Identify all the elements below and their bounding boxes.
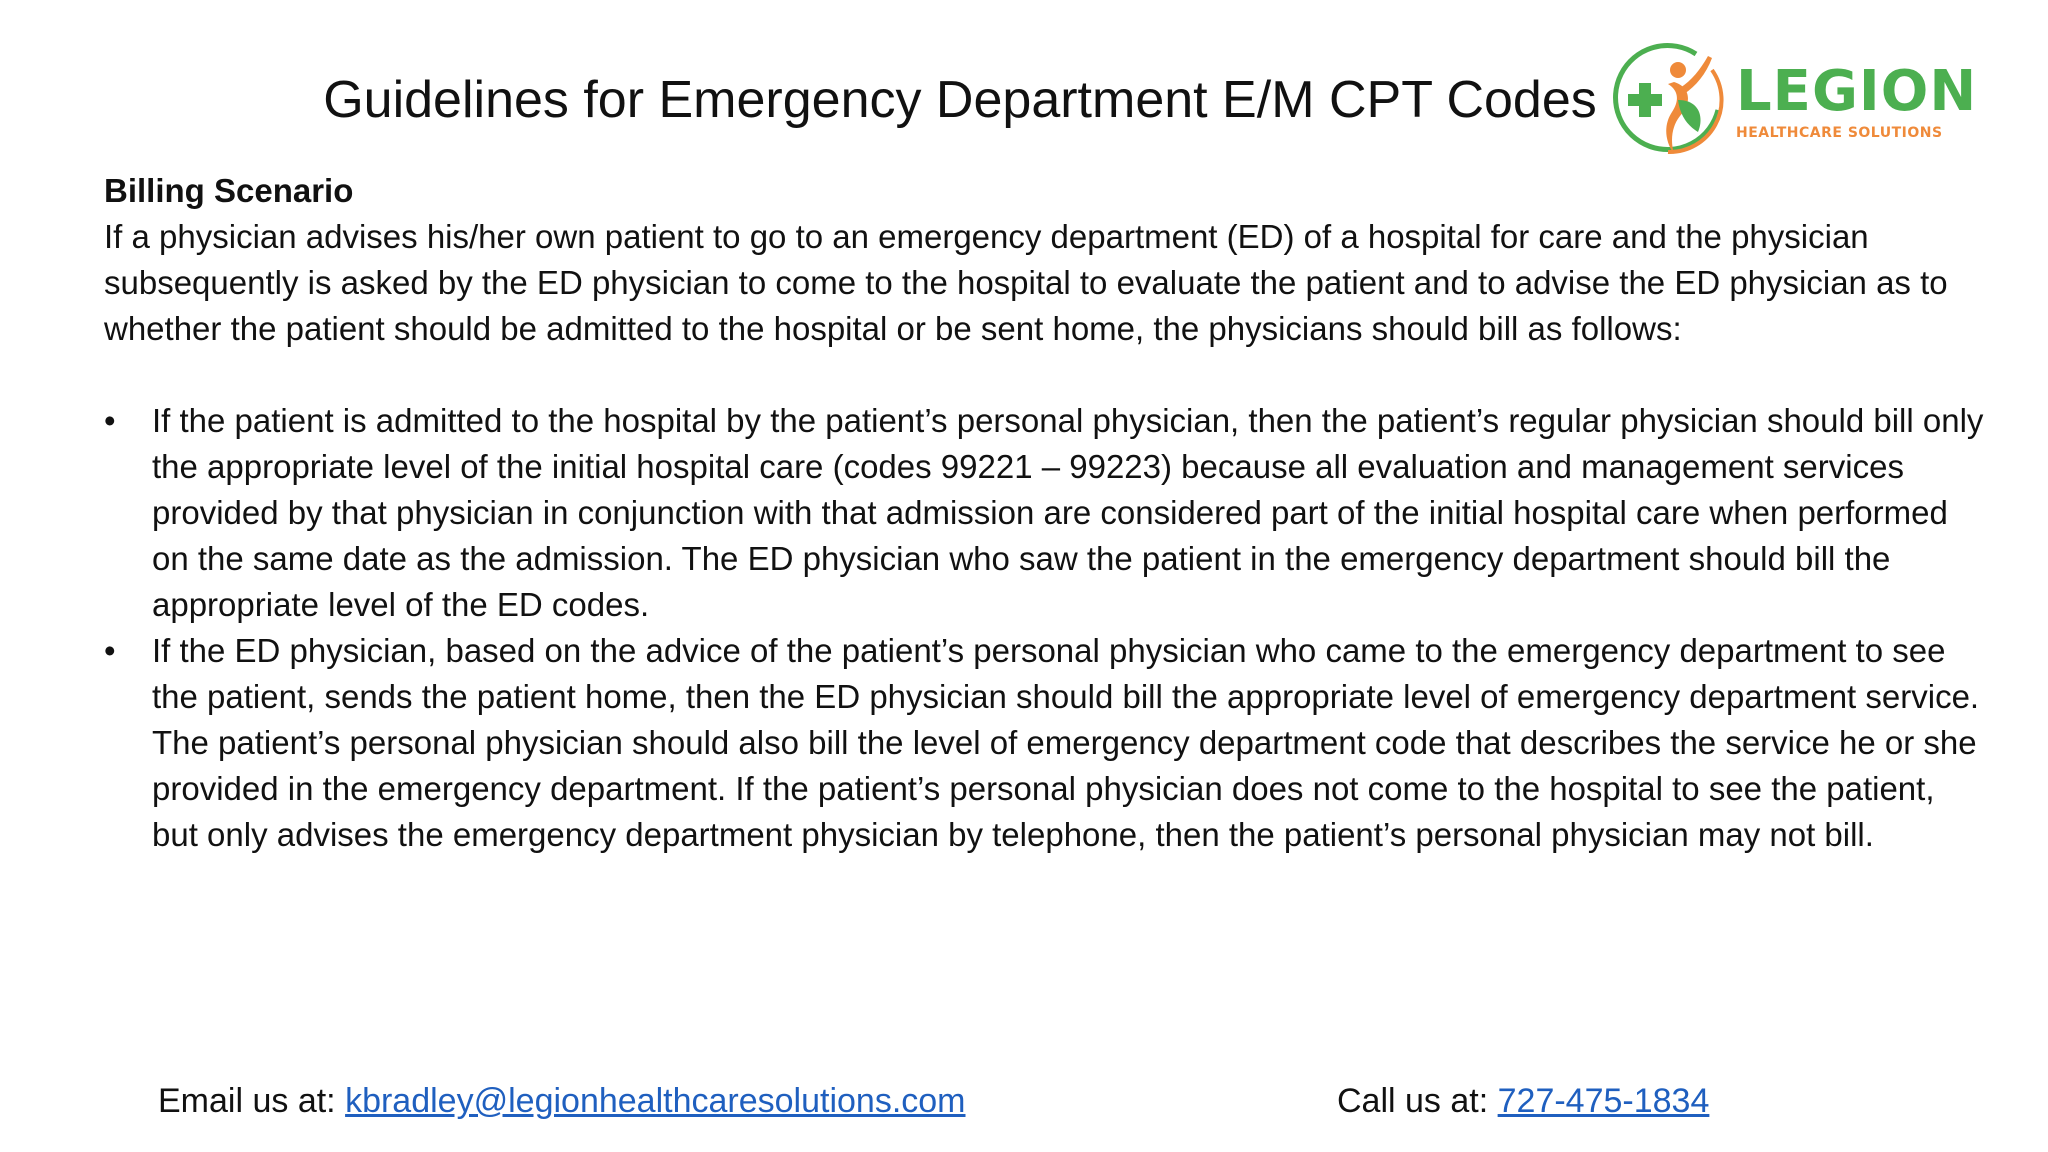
email-label: Email us at: bbox=[158, 1082, 346, 1120]
legion-logo bbox=[1608, 40, 1988, 170]
phone-label: Call us at: bbox=[1337, 1082, 1498, 1120]
bullet-item-admitted bbox=[104, 398, 1984, 628]
intro-paragraph: If a physician advises his/her own patient to go to an emergency department (ED) of a hospital for care and the physician subsequently is asked by the ED physician to come to the hospital to evaluate the patient and to advise the ED physician as to whether the patient should be admitted to the hospital or be sent home, the physicians should bill as follows: bbox=[104, 218, 1948, 347]
footer-phone bbox=[1337, 1078, 1709, 1124]
logo-wordmark: LEGION bbox=[1736, 59, 1978, 124]
email-link[interactable]: kbradley@legionhealthcaresolutions.com bbox=[345, 1082, 966, 1120]
footer-email bbox=[158, 1078, 966, 1124]
logo-tagline: HEALTHCARE SOLUTIONS bbox=[1736, 125, 1943, 141]
section-heading: Billing Scenario bbox=[104, 172, 354, 209]
phone-link[interactable]: 727-475-1834 bbox=[1497, 1082, 1710, 1120]
bullet-marker: • bbox=[104, 402, 116, 439]
bullet-list bbox=[104, 398, 1984, 858]
slide-title: Guidelines for Emergency Department E/M CPT Codes bbox=[323, 71, 1597, 129]
slide-body bbox=[104, 168, 1984, 858]
bullet-text: If the patient is admitted to the hospital by the patient’s personal physician, then the patient’s regular physician should bill only the appropriate level of the initial hospital care (codes 99221 – 99223) because all evaluation and management services provided by that physician in conjunction with that admission are considered part of the initial hospital care when performed on the same date as the admission. The ED physician who saw the patient in the emergency department should bill the appropriate level of the ED codes. bbox=[152, 402, 1984, 623]
bullet-item-sent-home bbox=[104, 628, 1984, 858]
bullet-text: If the ED physician, based on the advice of the patient’s personal physician who came to the emergency department to see the patient, sends the patient home, then the ED physician should bill the appropriate level of emergency department service. The patient’s personal physician should also bill the level of emergency department code that describes the service he or she provided in the emergency department. If the patient’s personal physician does not come to the hospital to see the patient, but only advises the emergency department physician by telephone, then the patient’s personal physician may not bill. bbox=[152, 632, 1980, 853]
logo-mark-icon bbox=[1608, 40, 1732, 164]
bullet-marker: • bbox=[104, 632, 116, 669]
